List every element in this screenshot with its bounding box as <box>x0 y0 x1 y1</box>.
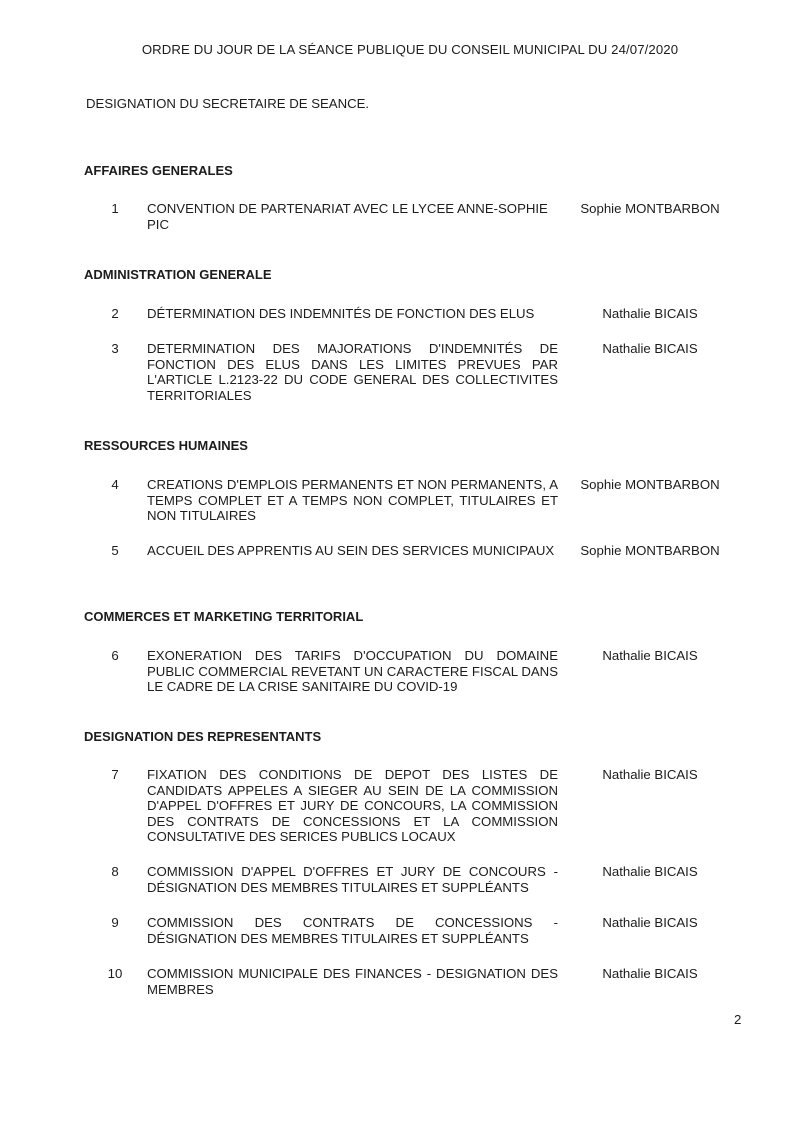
item-number: 8 <box>111 864 119 879</box>
item-number: 4 <box>111 477 119 492</box>
item-responsible: Nathalie BICAIS <box>602 648 698 663</box>
item-responsible: Nathalie BICAIS <box>602 306 698 321</box>
item-responsible: Nathalie BICAIS <box>602 767 698 782</box>
section-title-designation-representants: DESIGNATION DES REPRESENTANTS <box>84 729 322 744</box>
page-title: ORDRE DU JOUR DE LA SÉANCE PUBLIQUE DU CONSEIL MUNICIPAL DU 24/07/2020 <box>141 42 679 57</box>
section-title-administration-generale: ADMINISTRATION GENERALE <box>84 267 272 282</box>
item-responsible: Nathalie BICAIS <box>602 341 698 356</box>
item-text: COMMISSION MUNICIPALE DES FINANCES - DESIGNATION DES MEMBRES <box>147 966 558 997</box>
item-text: ACCUEIL DES APPRENTIS AU SEIN DES SERVICES MUNICIPAUX <box>147 543 555 558</box>
item-text: COMMISSION DES CONTRATS DE CONCESSIONS - DÉSIGNATION DES MEMBRES TITULAIRES ET SUPPLÉANTS <box>147 915 558 946</box>
page-number: 2 <box>734 1012 742 1027</box>
item-number: 2 <box>111 306 119 321</box>
item-number: 3 <box>111 341 119 356</box>
item-responsible: Sophie MONTBARBON <box>580 543 720 558</box>
item-responsible: Nathalie BICAIS <box>602 915 698 930</box>
item-number: 10 <box>107 966 123 981</box>
section-title-commerces-marketing: COMMERCES ET MARKETING TERRITORIAL <box>84 609 364 624</box>
item-text: COMMISSION D'APPEL D'OFFRES ET JURY DE CONCOURS - DÉSIGNATION DES MEMBRES TITULAIRES ET SUPPLÉANTS <box>147 864 558 895</box>
item-text: DETERMINATION DES MAJORATIONS D'INDEMNITÉS DE FONCTION DES ELUS DANS LES LIMITES PREVUES PAR L'ARTICLE L.2123-22 DU CODE GENERAL DES COLLECTIVITES TERRITORIALES <box>147 341 558 403</box>
item-responsible: Sophie MONTBARBON <box>580 477 720 492</box>
item-responsible: Sophie MONTBARBON <box>580 201 720 216</box>
item-number: 9 <box>111 915 119 930</box>
item-responsible: Nathalie BICAIS <box>602 966 698 981</box>
section-title-ressources-humaines: RESSOURCES HUMAINES <box>84 438 248 453</box>
item-number: 5 <box>111 543 119 558</box>
item-number: 1 <box>111 201 119 216</box>
item-text: FIXATION DES CONDITIONS DE DEPOT DES LISTES DE CANDIDATS APPELES A SIEGER AU SEIN DE LA COMMISSION D'APPEL D'OFFRES ET JURY DE CONCOURS, LA COMMISSION DES CONTRATS DE CONCESSIONS ET LA COMMISSION CONSULTATIVE DES SERICES PUBLICS LOCAUX <box>147 767 558 845</box>
item-number: 6 <box>111 648 119 663</box>
item-number: 7 <box>111 767 119 782</box>
item-responsible: Nathalie BICAIS <box>602 864 698 879</box>
item-text: DÉTERMINATION DES INDEMNITÉS DE FONCTION DES ELUS <box>147 306 535 321</box>
item-text: CREATIONS D'EMPLOIS PERMANENTS ET NON PERMANENTS, A TEMPS COMPLET ET A TEMPS NON COMPLET, TITULAIRES ET NON TITULAIRES <box>147 477 558 524</box>
item-text: CONVENTION DE PARTENARIAT AVEC LE LYCEE ANNE-SOPHIE PIC <box>147 201 548 232</box>
item-text: EXONERATION DES TARIFS D'OCCUPATION DU DOMAINE PUBLIC COMMERCIAL REVETANT UN CARACTERE FISCAL DANS LE CADRE DE LA CRISE SANITAIRE DU COVID-19 <box>147 648 558 695</box>
secretary-designation: DESIGNATION DU SECRETAIRE DE SEANCE. <box>86 96 370 111</box>
section-title-affaires-generales: AFFAIRES GENERALES <box>84 163 233 178</box>
